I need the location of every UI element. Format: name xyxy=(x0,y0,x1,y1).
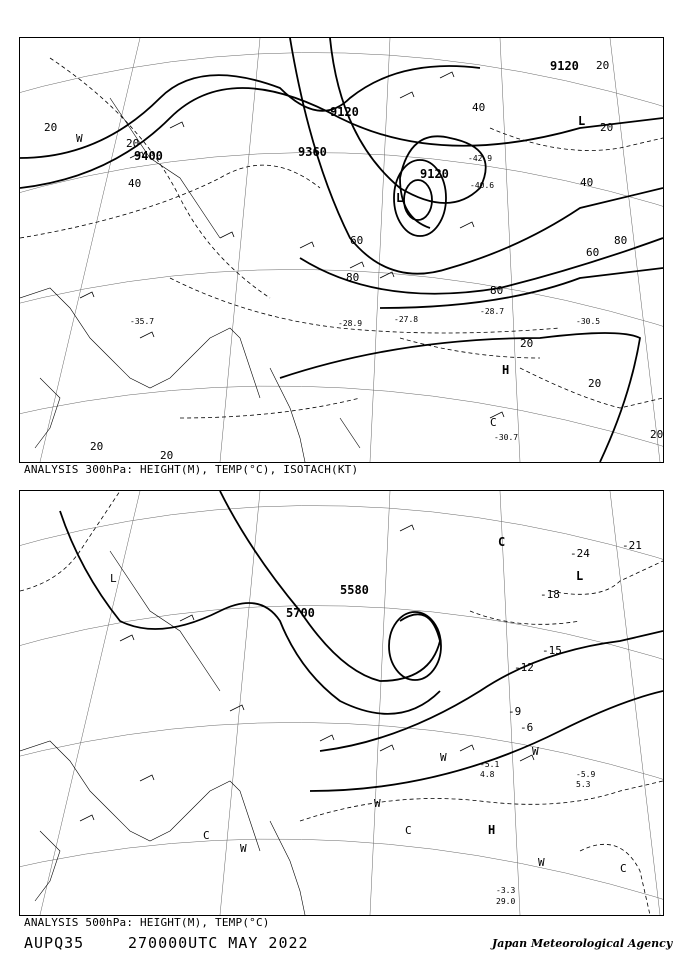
temperature-value: -42.9 xyxy=(468,154,493,163)
isotherm-label: -15 xyxy=(542,644,562,657)
isotach-label: 80 xyxy=(490,284,504,297)
cold-center-marker: C xyxy=(620,862,627,875)
isotach-label: 20 xyxy=(600,121,614,134)
low-center-marker: L xyxy=(576,569,584,583)
temperature-value: -40.6 xyxy=(470,181,495,190)
map-panel-300hpa xyxy=(19,37,664,463)
warm-center-marker: W xyxy=(240,842,247,855)
wind-barbs xyxy=(80,72,504,418)
height-label: 9360 xyxy=(298,145,327,159)
panel-500-caption: ANALYSIS 500hPa: HEIGHT(M), TEMP(°C) xyxy=(24,916,270,929)
cold-center-marker: C xyxy=(405,824,412,837)
issue-time: 270000UTC MAY 2022 xyxy=(128,934,309,952)
temperature-value: -28.7 xyxy=(480,307,505,316)
map-300hpa-svg xyxy=(20,38,663,462)
low-center-marker: L xyxy=(578,114,586,128)
temperature-value: -35.7 xyxy=(130,317,155,326)
height-contours xyxy=(20,38,663,462)
cold-center-marker: C xyxy=(498,535,506,549)
isotach-label: 20 xyxy=(44,121,58,134)
isotach-label: 80 xyxy=(614,234,628,247)
warm-center-marker: W xyxy=(538,856,545,869)
temperature-value: -5.1 xyxy=(480,760,500,769)
warm-center-marker: W xyxy=(440,751,447,764)
isotach-label: 20 xyxy=(160,449,174,462)
isotherm-label: -6 xyxy=(520,721,534,734)
map-panel-500hpa xyxy=(19,490,664,916)
high-center-marker: H xyxy=(488,823,496,837)
temperature-value: -27.8 xyxy=(394,315,419,324)
isotach-label: 40 xyxy=(472,101,486,114)
isotherm-label: -21 xyxy=(622,539,642,552)
isotherm-label: -24 xyxy=(570,547,590,560)
graticule xyxy=(20,491,663,915)
isotach-label: 80 xyxy=(346,271,360,284)
graticule xyxy=(20,38,663,462)
observation-value: 29.0 xyxy=(496,897,516,906)
height-contours xyxy=(60,491,663,791)
height-label: 9400 xyxy=(134,149,163,163)
isotherm-label: -12 xyxy=(514,661,534,674)
height-label: 9120 xyxy=(330,105,359,119)
wind-barbs xyxy=(80,525,534,821)
isotach-label: 40 xyxy=(128,177,142,190)
temperature-value: -30.5 xyxy=(576,317,601,326)
chart-id: AUPQ35 xyxy=(24,934,85,952)
height-label: 5580 xyxy=(340,583,369,597)
map-500hpa-svg xyxy=(20,491,663,915)
low-center-marker: L xyxy=(396,191,404,205)
height-label: 9120 xyxy=(420,167,449,181)
isotherm-label: -9 xyxy=(508,705,522,718)
isotherms xyxy=(20,491,663,915)
isotherm-label: -18 xyxy=(540,588,560,601)
observation-value: 5.3 xyxy=(576,780,591,789)
temperature-value: -28.9 xyxy=(338,319,363,328)
high-center-marker: H xyxy=(502,363,510,377)
isotach-label: 20 xyxy=(596,59,610,72)
isotach-label: 40 xyxy=(580,176,594,189)
agency-name: Japan Meteorological Agency xyxy=(492,937,673,950)
warm-center-marker: W xyxy=(532,745,539,758)
temperature-value: -3.3 xyxy=(496,886,516,895)
temperature-value: -5.9 xyxy=(576,770,596,779)
isotach-label: 20 xyxy=(126,137,140,150)
temperature-value: -30.7 xyxy=(494,433,519,442)
height-label: 5700 xyxy=(286,606,315,620)
panel-300-caption: ANALYSIS 300hPa: HEIGHT(M), TEMP(°C), ISOTACH(KT) xyxy=(24,463,359,476)
isotach-label: 20 xyxy=(588,377,602,390)
isotach-label: 20 xyxy=(650,428,663,441)
isotach-label: 60 xyxy=(350,234,364,247)
cold-center-marker: C xyxy=(203,829,210,842)
warm-center-marker: W xyxy=(76,132,83,145)
isotach-label: 20 xyxy=(90,440,104,453)
observation-value: 4.8 xyxy=(480,770,495,779)
cold-center-marker: C xyxy=(490,416,497,429)
isotach-label: 60 xyxy=(586,246,600,259)
isotach-label: 20 xyxy=(520,337,534,350)
warm-center-marker: W xyxy=(374,797,381,810)
height-label: 9120 xyxy=(550,59,579,73)
low-center-marker: L xyxy=(110,572,117,585)
